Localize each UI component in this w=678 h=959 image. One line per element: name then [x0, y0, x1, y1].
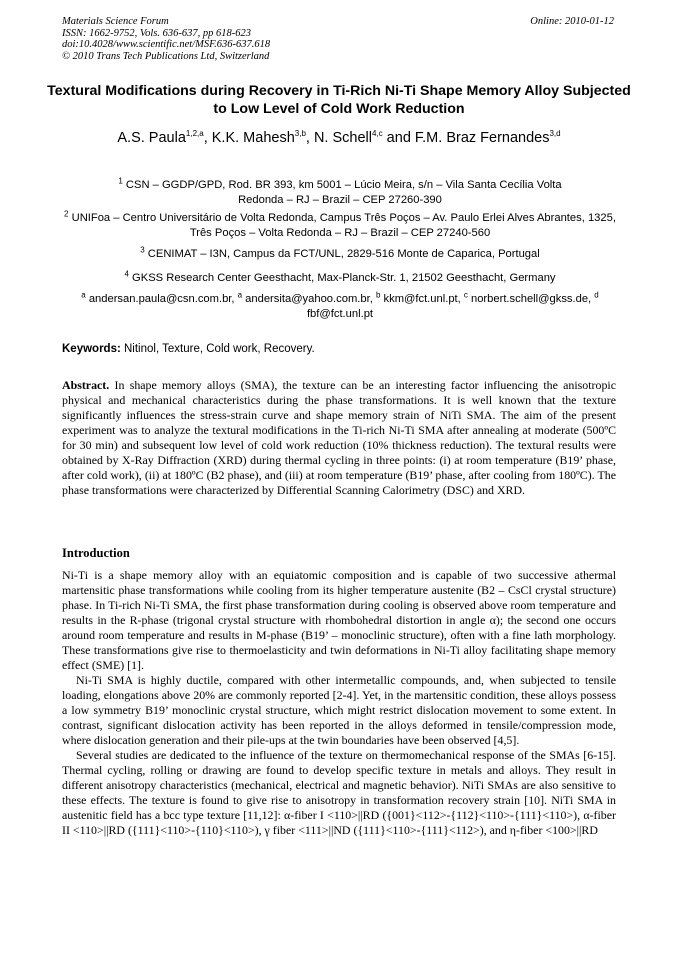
journal-issn: ISSN: 1662-9752, Vols. 636-637, pp 618-623	[62, 27, 251, 39]
email-sup: d	[594, 290, 599, 300]
journal-doi: doi:10.4028/www.scientific.net/MSF.636-637.618	[62, 39, 271, 50]
affiliation-text: CENIMAT – I3N, Campus da FCT/UNL, 2829-516 Monte de Caparica, Portugal	[147, 248, 540, 260]
journal-name: Materials Science Forum	[62, 16, 169, 27]
abstract	[62, 378, 616, 498]
author-list	[40, 130, 638, 146]
journal-header	[62, 16, 270, 62]
journal-copyright: © 2010 Trans Tech Publications Ltd, Switzerland	[62, 50, 270, 62]
author-name: N. Schell	[313, 130, 372, 146]
author-name: K.K. Mahesh	[211, 130, 295, 146]
section-heading-introduction: Introduction	[62, 546, 130, 560]
affiliation-2	[62, 211, 618, 241]
author-sep: ,	[203, 130, 212, 146]
author-sep: and	[382, 130, 415, 146]
paragraph: Ni-Ti SMA is highly ductile, compared with other intermetallic compounds, and, when subjected to tensile loading, elongations above 20% are commonly reported [2-4]. Yet, in the martensitic condition, these alloys possess a low symmetry B19’ monoclinic crystal structure, which might restrict dislocation movement to some extent. In contrast, significant dislocation activity has been reported in the alloys deformed in tensile/compression mode, where dislocation generation and their pile-ups at the twin boundaries have been observed [4,5].	[62, 673, 616, 747]
email-sup: b	[375, 290, 381, 300]
introduction-body	[62, 568, 616, 838]
online-date: Online: 2010-01-12	[530, 16, 614, 27]
author-sup: 3,d	[549, 129, 561, 139]
email-address: andersan.paula@csn.com.br,	[88, 293, 238, 305]
affiliation-3	[62, 247, 618, 262]
abstract-text: In shape memory alloys (SMA), the texture can be an interesting factor influencing the anisotropic physical and mechanical characteristics during the phase transformations. It is well known that the texture significantly influences the stress-strain curve and shape memory strain of NiTi SMA. The aim of the present experiment was to analyze the textural modifications in the Ti-rich Ni-Ti SMA after annealing at moderate (500ºC for 30 min) and subsequent low level of cold work reduction (10% thickness reduction). The textural results were obtained by X-Ray Diffraction (XRD) during thermal cycling in three points: (i) at room temperature (B19’ phase, after cold work), (ii) at 180ºC (B2 phase), and (iii) at room temperature (B19’ phase, after cooling from 180ºC). The phase transformations were characterized by Differential Scanning Calorimetry (DSC) and XRD.	[62, 378, 616, 497]
author-name: A.S. Paula	[117, 130, 186, 146]
email-sup: a	[237, 290, 243, 300]
affiliation-num: 1	[118, 176, 123, 186]
affiliation-text: GKSS Research Center Geesthacht, Max-Planck-Str. 1, 21502 Geesthacht, Germany	[132, 272, 556, 284]
email-address: fbf@fct.unl.pt	[306, 308, 374, 320]
email-list	[62, 292, 618, 322]
paper-title: Textural Modifications during Recovery in Ti-Rich Ni-Ti Shape Memory Alloy Subjected to Low Level of Cold Work Reduction	[47, 83, 631, 117]
affiliation-text: CSN – GGDP/GPD, Rod. BR 393, km 5001 – Lúcio Meira, s/n – Vila Santa Cecília Volta Redonda – RJ – Brazil – CEP 27260-390	[125, 179, 562, 206]
email-sup: c	[463, 290, 468, 300]
email-sup: a	[81, 290, 86, 300]
author-sep: ,	[305, 130, 314, 146]
email-address: kkm@fct.unl.pt,	[383, 293, 464, 305]
affiliation-4	[62, 271, 618, 286]
paragraph: Several studies are dedicated to the influence of the texture on thermomechanical response of the SMAs [6-15]. Thermal cycling, rolling or drawing are found to develop specific texture in metals and alloys. They result in different anisotropy characteristics (mechanical, electrical and magnetic behavior). NiTi SMAs are also sensitive to these effects. The texture is found to give rise to anisotropy in transformation recovery strain [10]. NiTi SMA in austenitic field has a bcc type texture [11,12]: α-fiber I <110>||RD ({001}<112>-{112}<110>-{111}<110>), α-fiber II <110>||RD ({111}<110>-{110}<110>), γ fiber <111>||ND ({111}<110>-{111}<112>), and η-fiber <100>||RD	[62, 748, 616, 837]
abstract-label: Abstract.	[62, 378, 110, 392]
affiliation-1	[62, 178, 618, 208]
email-address: andersita@yahoo.com.br,	[245, 293, 376, 305]
keywords-label: Keywords:	[62, 343, 121, 355]
email-address: norbert.schell@gkss.de,	[470, 293, 595, 305]
author-sup: 1,2,a	[185, 129, 204, 139]
author-sup: 3,b	[294, 129, 306, 139]
author-name: F.M. Braz Fernandes	[414, 130, 550, 146]
author-sup: 4,c	[371, 129, 383, 139]
affiliation-num: 3	[140, 245, 145, 255]
affiliation-num: 4	[124, 269, 129, 279]
affiliation-text: UNIFoa – Centro Universitário de Volta Redonda, Campus Três Poços – Av. Paulo Erlei Alves Abrantes, 1325, Três Poços – Volta Redonda – RJ – Brazil – CEP 27240-560	[71, 212, 616, 239]
paragraph: Ni-Ti is a shape memory alloy with an equiatomic composition and is capable of two successive athermal martensitic phase transformations while cooling from its higher temperature austenite (B2 – CsCl crystal structure) phase. In Ti-rich Ni-Ti SMA, the first phase transformation during cooling is observed above room temperature and results in the R-phase (trigonal crystal structure with rhombohedral distortion in angle α); the second one occurs around room temperature and results in M-phase (B19’ – monoclinic structure), often with a fine lath morphology. These transformations give rise to thermoelasticity and twin deformations in Ni-Ti alloy facilitating shape memory effect (SME) [1].	[62, 568, 616, 672]
affiliation-num: 2	[64, 209, 69, 219]
keywords	[62, 343, 315, 355]
keywords-text: Nitinol, Texture, Cold work, Recovery.	[124, 343, 315, 355]
